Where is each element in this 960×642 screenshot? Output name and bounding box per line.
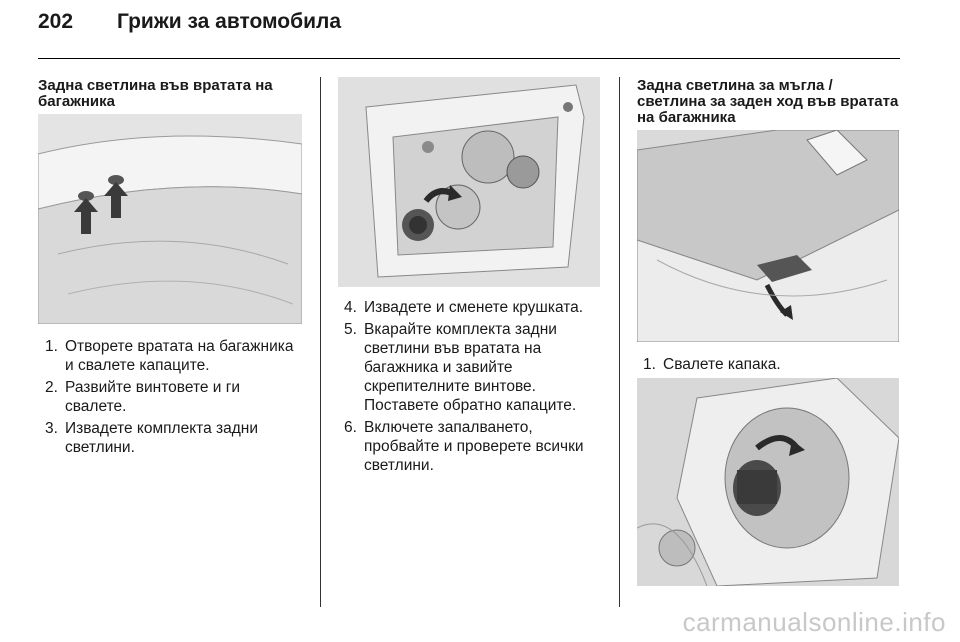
list-item — [45, 419, 303, 457]
list-item — [45, 378, 303, 416]
section-heading-tailgate-light: Задна светлина във вратата на багажника — [38, 77, 273, 110]
page-title: Грижи за автомобила — [117, 10, 342, 33]
step-number: 3. — [45, 420, 58, 437]
step-number: 6. — [344, 419, 357, 436]
step-text: Извадете и сменете крушката. — [364, 299, 584, 316]
column-divider-1 — [320, 77, 321, 607]
list-item — [344, 298, 604, 317]
figure-tailgate-cover-removal — [637, 130, 899, 342]
step-text: Извадете комплекта задни светлини. — [65, 420, 259, 456]
steps-list-col2 — [344, 298, 604, 478]
figure-fog-bulb-holder — [637, 378, 899, 586]
step-text: Свалете капака. — [663, 356, 781, 373]
step-number: 1. — [45, 338, 58, 355]
list-item — [344, 418, 604, 475]
steps-list-col1 — [45, 337, 303, 460]
step-number: 1. — [643, 356, 656, 373]
step-text: Отворете вратата на багажника и свалете капаците. — [65, 338, 294, 374]
list-item — [45, 337, 303, 375]
step-number: 4. — [344, 299, 357, 316]
figure-tailgate-covers — [38, 114, 302, 324]
list-item — [643, 355, 901, 374]
column-divider-2 — [619, 77, 620, 607]
steps-list-col3 — [643, 355, 901, 377]
list-item — [344, 320, 604, 415]
step-text: Вкарайте комплекта задни светлини във вратата на багажника и завийте скрепителните винтове. Поставете обратно капаците. — [364, 321, 577, 414]
step-number: 2. — [45, 379, 58, 396]
section-heading-fog-reverse-light: Задна светлина за мъгла / светлина за заден ход във вратата на багажника — [637, 77, 899, 126]
figure-bulb-holder — [338, 77, 600, 287]
step-text: Включете запалването, пробвайте и проверете всички светлини. — [364, 419, 584, 474]
page-number: 202 — [38, 10, 74, 33]
top-rule — [38, 58, 900, 59]
step-number: 5. — [344, 321, 357, 338]
watermark: carmanualsonline.info — [682, 607, 946, 637]
step-text: Развийте винтовете и ги свалете. — [65, 379, 241, 415]
